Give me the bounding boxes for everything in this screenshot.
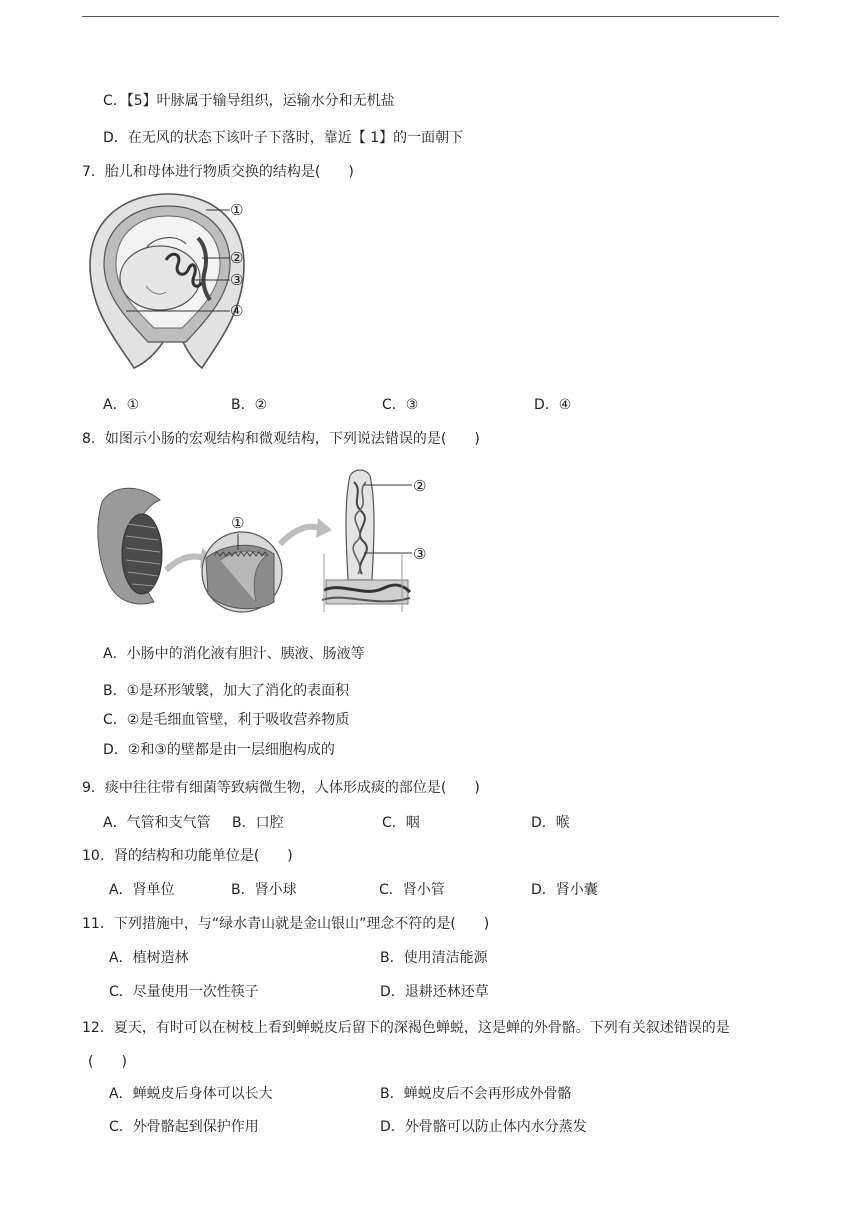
q8-option-c: C．②是毛细血管壁，利于吸收营养物质: [103, 712, 350, 728]
q10-option-b: B．肾小球: [231, 882, 297, 898]
q12-stem-line2: ( ): [88, 1054, 127, 1070]
q6-option-d: D．在无风的状态下该叶子下落时，靠近【 1】的一面朝下: [103, 130, 464, 146]
q9-option-c: C．咽: [382, 815, 420, 831]
q12-option-c: C．外骨骼起到保护作用: [109, 1119, 259, 1135]
q8-option-d: D．②和③的壁都是由一层细胞构成的: [103, 742, 335, 758]
q10-stem: 10．肾的结构和功能单位是( ): [82, 848, 293, 864]
small-intestine-figure: [84, 462, 414, 622]
q7-label-3: ③: [230, 271, 244, 289]
q8-option-b: B．①是环形皱襞，加大了消化的表面积: [103, 683, 350, 699]
q8-label-2: ②: [413, 477, 427, 495]
q12-option-d: D．外骨骼可以防止体内水分蒸发: [380, 1119, 587, 1135]
q12-stem-line1: 12．夏天，有时可以在树枝上看到蝉蜕皮后留下的深褐色蝉蜕，这是蝉的外骨骼。下列有关叙述错误的是: [82, 1020, 730, 1036]
q11-option-a: A．植树造林: [109, 950, 189, 966]
q8-label-3: ③: [413, 545, 427, 563]
q10-option-a: A．肾单位: [109, 882, 175, 898]
q9-option-b: B．口腔: [232, 815, 284, 831]
q12-option-b: B．蝉蜕皮后不会再形成外骨骼: [380, 1086, 572, 1102]
q8-option-a: A．小肠中的消化液有胆汁、胰液、肠液等: [103, 646, 365, 662]
q12-option-a: A．蝉蜕皮后身体可以长大: [109, 1086, 273, 1102]
q11-option-d: D．退耕还林还草: [380, 984, 489, 1000]
q11-option-b: B．使用清洁能源: [380, 950, 488, 966]
q7-option-b: B．②: [231, 397, 268, 413]
q6-option-c: C．【5】叶脉属于输导组织，运输水分和无机盐: [103, 93, 395, 109]
q9-option-d: D．喉: [531, 815, 570, 831]
q11-stem: 11．下列措施中，与“绿水青山就是金山银山”理念不符的是( ): [82, 916, 490, 932]
q9-option-a: A．气管和支气管: [103, 815, 211, 831]
q7-label-1: ①: [230, 201, 244, 219]
q8-label-1: ①: [231, 514, 245, 532]
q7-label-4: ④: [230, 302, 244, 320]
header-rule: [82, 16, 779, 17]
q7-option-a: A．①: [103, 397, 140, 413]
q11-option-c: C．尽量使用一次性筷子: [109, 984, 259, 1000]
q10-option-d: D．肾小囊: [531, 882, 598, 898]
q7-option-c: C．③: [382, 397, 419, 413]
q10-option-c: C．肾小管: [379, 882, 445, 898]
q8-stem: 8．如图示小肠的宏观结构和微观结构，下列说法错误的是( ): [82, 431, 480, 447]
q9-stem: 9．痰中往往带有细菌等致病微生物，人体形成痰的部位是( ): [82, 780, 480, 796]
q7-option-d: D．④: [534, 397, 572, 413]
q7-stem: 7．胎儿和母体进行物质交换的结构是( ): [82, 164, 354, 180]
q7-label-2: ②: [230, 249, 244, 267]
